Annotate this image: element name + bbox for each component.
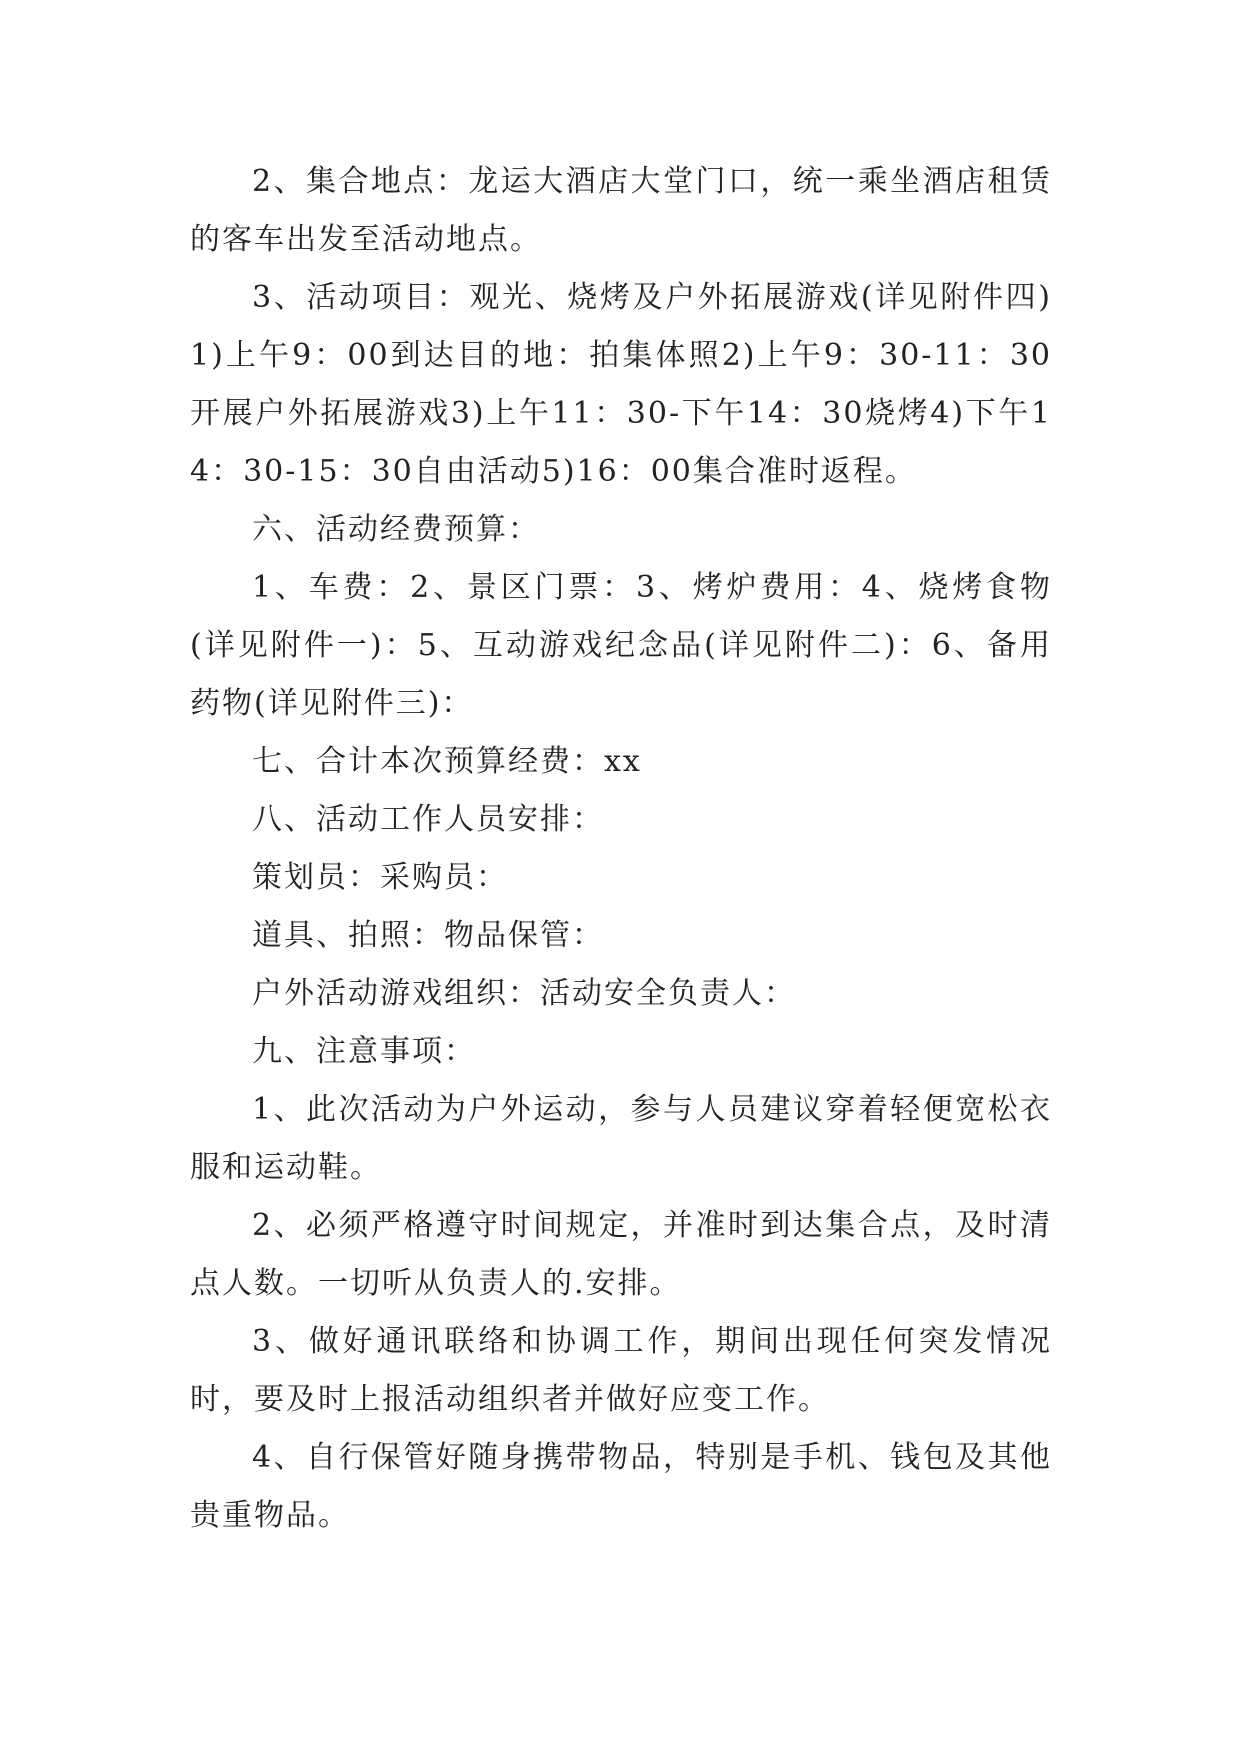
paragraph-props-photo: 道具、拍照：物品保管： xyxy=(252,918,604,953)
paragraph-games-safety: 户外活动游戏组织：活动安全负责人： xyxy=(252,976,796,1011)
document-body xyxy=(190,153,1052,1545)
paragraph-note-2: 2、必须严格遵守时间规定，并准时到达集合点，及时清点人数。一切听从负责人的.安排。 xyxy=(190,1208,1052,1301)
paragraph-assembly-point: 2、集合地点：龙运大酒店大堂门口，统一乘坐酒店租赁的客车出发至活动地点。 xyxy=(190,164,1052,257)
paragraph-budget-items: 1、车费：2、景区门票：3、烤炉费用：4、烧烤食物(详见附件一)：5、互动游戏纪念品(详见附件二)：6、备用药物(详见附件三)： xyxy=(190,570,1052,721)
paragraph-note-1: 1、此次活动为户外运动，参与人员建议穿着轻便宽松衣服和运动鞋。 xyxy=(190,1092,1052,1185)
paragraph-note-4: 4、自行保管好随身携带物品，特别是手机、钱包及其他贵重物品。 xyxy=(190,1440,1052,1533)
paragraph-activity-items: 3、活动项目：观光、烧烤及户外拓展游戏(详见附件四)1)上午9：00到达目的地：拍集体照2)上午9：30-11：30开展户外拓展游戏3)上午11：30-下午14：30烧烤4)下午14：30-15：30自由活动5)16：00集合准时返程。 xyxy=(190,280,1052,489)
heading-notes: 九、注意事项： xyxy=(252,1034,476,1069)
heading-staff-arrangement: 八、活动工作人员安排： xyxy=(252,802,604,837)
paragraph-planner-purchaser: 策划员：采购员： xyxy=(252,860,508,895)
paragraph-note-3: 3、做好通讯联络和协调工作，期间出现任何突发情况时，要及时上报活动组织者并做好应变工作。 xyxy=(190,1324,1052,1417)
heading-budget: 六、活动经费预算： xyxy=(252,512,540,547)
paragraph-total-budget: 七、合计本次预算经费：xx xyxy=(252,744,642,779)
